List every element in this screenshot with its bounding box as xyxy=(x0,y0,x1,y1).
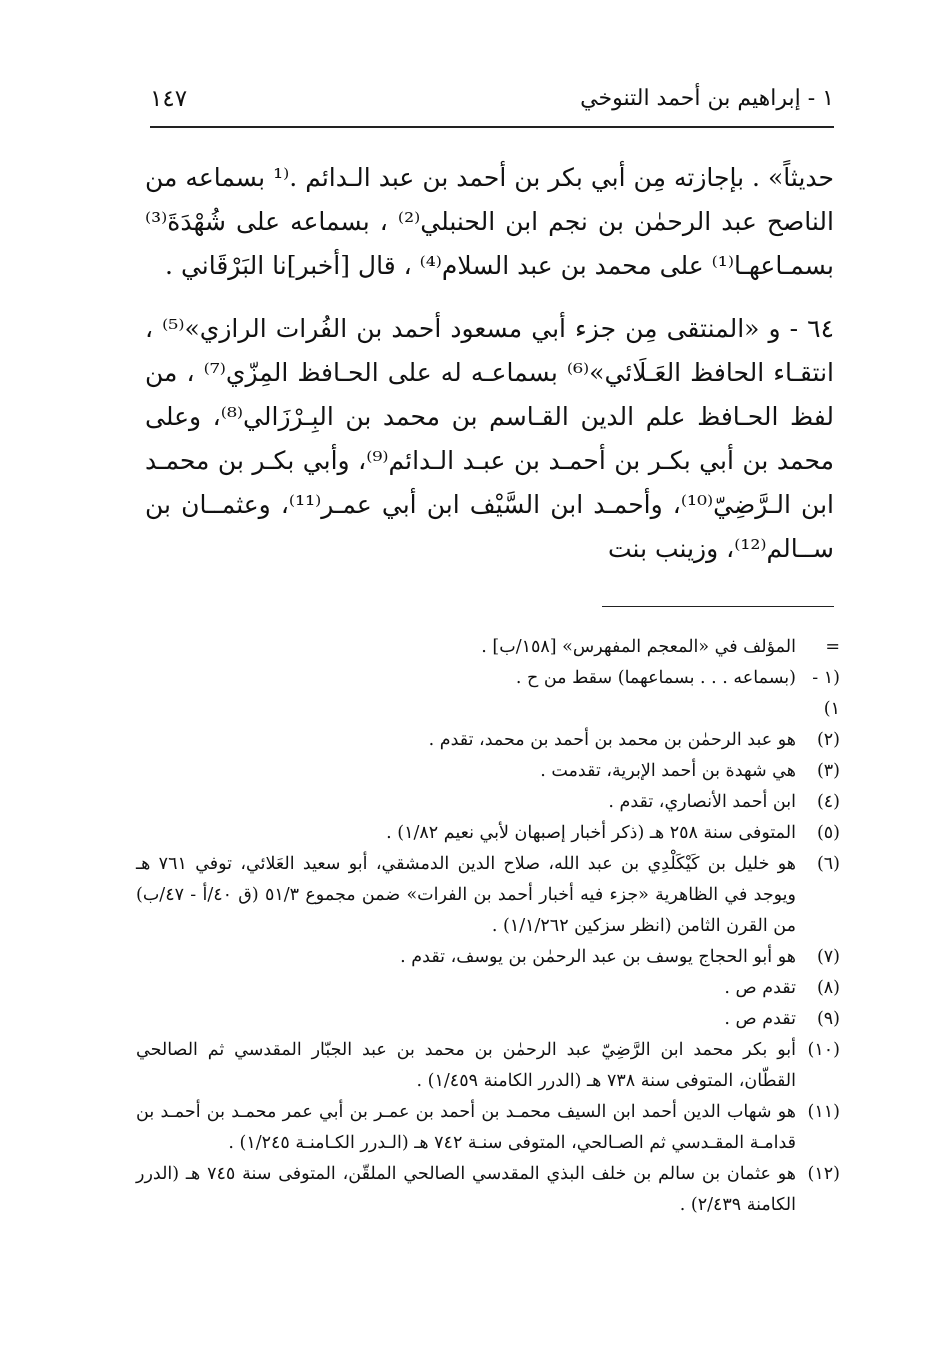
running-header xyxy=(150,84,834,124)
footnote-text: هي شهدة بن أحمد الإبرية، تقدمت . xyxy=(540,761,796,781)
footnote xyxy=(136,632,840,663)
footnote xyxy=(136,1097,840,1159)
footnote-text: تقدم ص . xyxy=(724,1009,796,1029)
footnote xyxy=(136,973,840,1004)
footnote xyxy=(136,942,840,973)
footnote-text: هو خليل بن كَيْكَلْدِي بن عبد الله، صلاح الدين الدمشقي، أبو سعيد العَلائي، توفي ٧٦١ هـ ويوجد في الظاهرية «جزء فيه أخبار أحمد بن الفرات» ضمن مجموع ٥١/٣ (ق ٤٠/أ - ٤٧/ب) من القرن الثامن (انظر سزكين ١/١/٢٦٢) . xyxy=(136,854,796,936)
footnote-text: هو شهاب الدين أحمد ابن السيف محمـد بن أحمد بن عمـر بن أبي عمر محمـد بن أحمـد بن قدامـة المقـدسي ثم الصـالحي، المتوفى سنـة ٧٤٢ هـ (الـدرر الكـامنـة ١/٢٤٥) . xyxy=(136,1102,796,1153)
footnote-number: (٤) xyxy=(816,792,840,812)
main-text xyxy=(145,156,834,571)
footnote xyxy=(136,725,840,756)
footnote-text: هو عبد الرحمٰن بن محمد بن أحمد بن محمد، تقدم . xyxy=(428,730,796,750)
footnote-number: (٧) xyxy=(816,947,840,967)
paragraph: حديثاً» . بإجازته مِن أبي بكر بن أحمد بن عبد الـدائم .⁽¹ بسماعه من الناصح عبد الرحمٰن بن نجم ابن الحنبلي⁽²⁾ ، بسماعه على شُهْدَةَ⁽³⁾ بسمـاعهـا⁽¹⁾ على محمد بن عبد السلام⁽⁴⁾ ، قال [أخبر]نا البَرْقَاني . xyxy=(145,163,834,280)
footnote-number: (١٢) xyxy=(807,1164,840,1184)
footnotes xyxy=(136,632,840,1221)
footnote-text: تقدم ص . xyxy=(724,978,796,998)
footnote-number: (٦) xyxy=(816,854,840,874)
footnote-number: (٩) xyxy=(816,1009,840,1029)
footnote-text: هو عثمان بن سالم بن خلف البذي المقدسي الصالحي الملقّن، المتوفى سنة ٧٤٥ هـ (الدرر الكامنة ٢/٤٣٩) . xyxy=(136,1164,797,1215)
footnote-number: (١ - ١) xyxy=(812,668,840,719)
footnote-text: هو أبو الحجاج يوسف بن عبد الرحمٰن بن يوسف، تقدم . xyxy=(400,947,796,967)
footnote-number: (٢) xyxy=(816,730,840,750)
footnote xyxy=(136,818,840,849)
footnote xyxy=(136,756,840,787)
footnote xyxy=(136,1159,840,1221)
page-number: ١٤٧ xyxy=(150,86,188,112)
footnote xyxy=(136,1004,840,1035)
header-rule xyxy=(150,126,834,128)
paragraph: ٦٤ - و «المنتقى مِن جزء أبي مسعود أحمد بن الفُرات الرازي»⁽⁵⁾ ، انتقـاء الحافظ العَـلَائي»⁽⁶⁾ بسماعـه له على الحـافظ المِزّي⁽⁷⁾ ، من لفظ الحـافظ علم الدين القـاسم بن محمد بن البِـرْزَالي⁽⁸⁾، وعلى محمد بن أبي بكـر بن أحمـد بن عبـد الـدائم⁽⁹⁾، وأبي بكـر بن محمـد ابن الـرَّضِيّ⁽¹⁰⁾، وأحمـد ابن السَّيْف ابن أبي عمـر⁽¹¹⁾، وعثمــان بن ســالم⁽¹²⁾، وزينب بنت xyxy=(145,314,835,563)
footnote xyxy=(136,663,840,725)
footnote-text: أبو بكر محمد ابن الرَّضِيّ عبد الرحمٰن بن محمد بن عبد الجبّار المقدسي ثم الصالحي القطّان، المتوفى سنة ٧٣٨ هـ (الدرر الكامنة ١/٤٥٩) . xyxy=(136,1040,796,1091)
footnote xyxy=(136,787,840,818)
footnote-number: (٥) xyxy=(816,823,840,843)
footnote-separator xyxy=(602,606,834,607)
footnote-number: = xyxy=(825,637,840,657)
footnote-number: (١٠) xyxy=(807,1040,840,1060)
footnote-text: المتوفى سنة ٢٥٨ هـ (ذكر أخبار إصبهان لأبي نعيم ١/٨٢) . xyxy=(386,823,796,843)
footnote-text: ابن أحمد الأنصاري، تقدم . xyxy=(608,792,796,812)
footnote-text: (بسماعه . . . بسماعهما) سقط من ح . xyxy=(515,668,796,688)
footnote xyxy=(136,1035,840,1097)
footnote-number: (١١) xyxy=(807,1102,840,1122)
footnote xyxy=(136,849,840,942)
footnote-text: المؤلف في «المعجم المفهرس» [١٥٨/ب] . xyxy=(481,637,796,657)
chapter-title: ١ - إبراهيم بن أحمد التنوخي xyxy=(580,86,834,111)
footnote-number: (٨) xyxy=(816,978,840,998)
footnote-number: (٣) xyxy=(816,761,840,781)
